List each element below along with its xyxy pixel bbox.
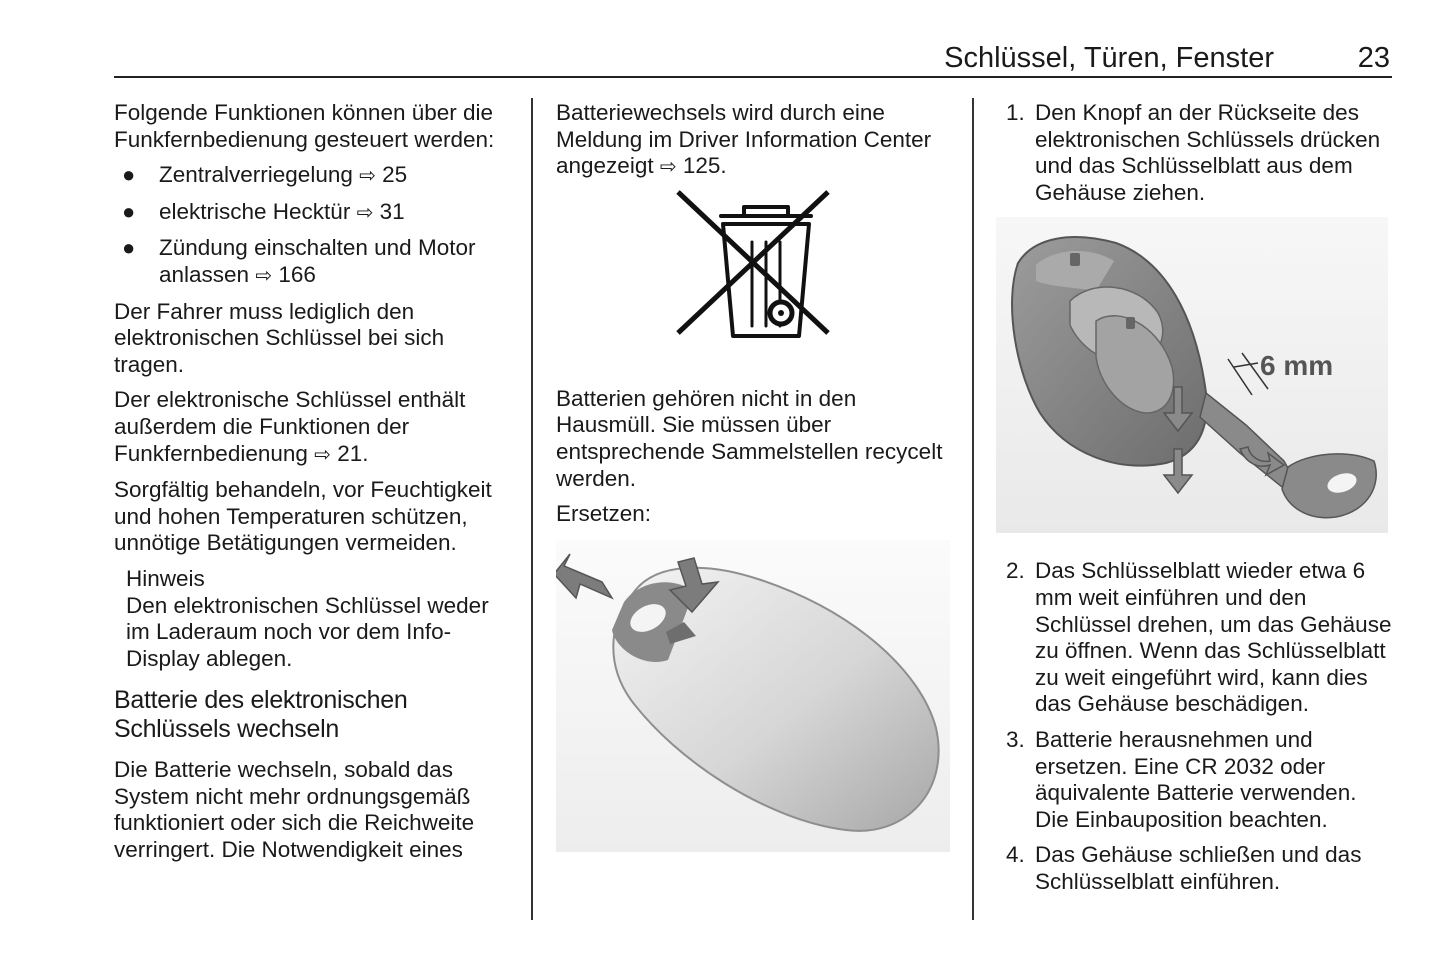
page-reference[interactable]: 31 (379, 198, 405, 224)
reference-arrow-icon: ⇨ (356, 201, 374, 224)
page-number: 23 (1357, 42, 1390, 74)
continued-paragraph: Batteriewechsels wird durch eine Meldung im Driver Information Center angezeigt ⇨ 125. (556, 100, 932, 179)
reference-arrow-icon: ⇨ (255, 264, 273, 287)
section-heading: Batterie des elektronischen Schlüssels wechseln (114, 686, 408, 744)
bullet-icon: ● (122, 162, 136, 188)
bullet-icon: ● (122, 235, 136, 261)
care-paragraph: Sorgfältig behandeln, vor Feuchtigkeit und hohen Temperaturen schützen, unnötige Betätigungen vermeiden. (114, 477, 492, 556)
reference-arrow-icon: ⇨ (659, 156, 677, 179)
column-divider (972, 98, 974, 920)
replace-label: Ersetzen: (556, 501, 652, 527)
reference-arrow-icon: ⇨ (359, 165, 376, 188)
list-item: ● Zündung einschalten und Motor anlassen ⇨ 166 (122, 235, 476, 287)
note-box (114, 566, 514, 672)
functions-paragraph: Der elektronische Schlüssel enthält außerdem die Funktionen der Funkfernbedienung ⇨ 21. (114, 387, 466, 466)
page-reference[interactable]: 25 (382, 162, 408, 188)
page-title: Schlüssel, Türen, Fenster (944, 42, 1274, 74)
list-item: 2. Das Schlüsselblatt wieder etwa 6 mm weit einführen und den Schlüssel drehen, um das Gehäuse zu öffnen. Wenn das Schlüsselblatt zu weit eingeführt wird, kann dies das Gehäuse beschädigen. (1006, 558, 1392, 717)
key-fob-illustration (556, 540, 950, 852)
column-divider (531, 98, 533, 920)
disposal-paragraph: Batterien gehören nicht in den Hausmüll. Sie müssen über entsprechende Sammelstellen recycelt werden. (556, 385, 943, 491)
note-heading: Hinweis (126, 565, 205, 591)
list-item: ● Zentralverriegelung ⇨ 25 (122, 162, 408, 188)
measurement-label: 6 mm (1260, 350, 1334, 382)
column-3 (1006, 100, 1392, 905)
page-reference[interactable]: 21. (337, 440, 369, 466)
list-item: 4. Das Gehäuse schließen und das Schlüsselblatt einführen. (1006, 842, 1362, 894)
column-2 (556, 100, 954, 852)
page-reference[interactable]: 125. (682, 153, 727, 179)
key-blade-illustration (996, 217, 1388, 533)
column-1 (114, 100, 514, 873)
driver-paragraph: Der Fahrer muss lediglich den elektronischen Schlüssel bei sich tragen. (114, 298, 445, 377)
note-text: Den elektronischen Schlüssel weder im Laderaum noch vor dem Info-Display ablegen. (126, 592, 489, 671)
list-item: 3. Batterie herausnehmen und ersetzen. Eine CR 2032 oder äquivalente Batterie verwenden. Die Einbauposition beachten. (1006, 726, 1357, 832)
list-item: ● elektrische Hecktür ⇨ 31 (122, 198, 405, 224)
page-reference[interactable]: 166 (278, 261, 316, 287)
intro-paragraph: Folgende Funktionen können über die Funkfernbedienung gesteuert werden: (114, 100, 495, 152)
battery-paragraph: Die Batterie wechseln, sobald das System nicht mehr ordnungsgemäß funktioniert oder sich die Reichweite verringert. Die Notwendigkeit eines (114, 757, 475, 863)
reference-arrow-icon: ⇨ (314, 443, 331, 466)
crossed-out-bin-icon (556, 190, 954, 370)
page-header (114, 40, 1392, 78)
bullet-icon: ● (122, 198, 136, 224)
list-item: 1. Den Knopf an der Rückseite des elektronischen Schlüssels drücken und das Schlüsselblatt aus dem Gehäuse ziehen. (1006, 100, 1381, 205)
